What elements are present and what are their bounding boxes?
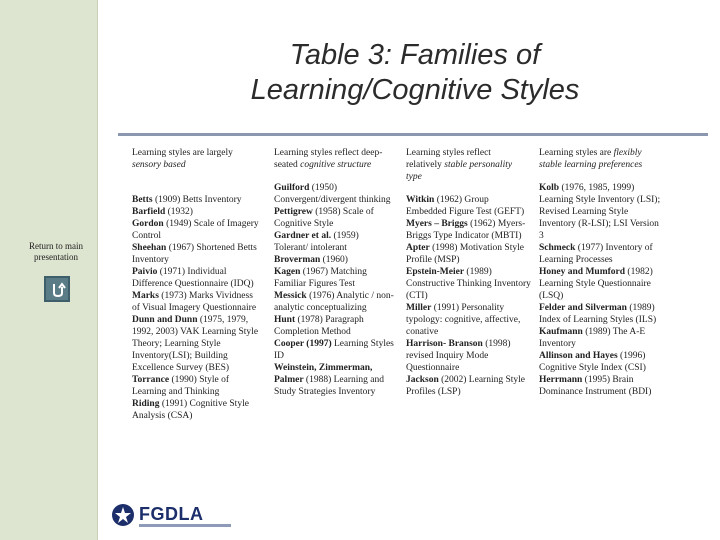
entry-detail: (1998) Motivation Style Profile (MSP) [406, 243, 524, 265]
author-name: Hunt [274, 315, 296, 325]
header-emphasis: sensory based [132, 160, 186, 170]
author-name: Epstein-Meier [406, 267, 465, 277]
entry-detail: (1995) Brain Dominance Instrument (BDI) [539, 375, 652, 397]
entry-detail: (1949) Scale of Imagery Control [132, 219, 259, 241]
column-header-preferences [539, 147, 661, 171]
style-entry [539, 351, 646, 373]
author-name: Honey and Mumford [539, 267, 626, 277]
author-name: Allinson and Hayes [539, 351, 618, 361]
header-emphasis: cognitive structure [300, 160, 372, 170]
author-name: Miller [406, 303, 432, 313]
author-name: Kagen [274, 267, 301, 277]
style-entry [274, 231, 359, 253]
entry-detail: (1989) Index of Learning Styles (ILS) [539, 303, 657, 325]
header-text: Learning styles are [539, 148, 614, 158]
style-entry [132, 195, 242, 205]
entry-detail: (1991) Cognitive Style Analysis (CSA) [132, 399, 249, 421]
style-entry [406, 267, 531, 301]
column-header-sensory [132, 147, 257, 171]
author-name: Pettigrew [274, 207, 313, 217]
entry-detail: (1977) Inventory of Learning Processes [539, 243, 653, 265]
author-name: Gordon [132, 219, 164, 229]
author-name: Witkin [406, 195, 435, 205]
author-name: Schmeck [539, 243, 576, 253]
entry-detail: (1962) Myers-Briggs Type Indicator (MBTI) [406, 219, 526, 241]
entry-detail: (1998) revised Inquiry Mode Questionnaire [406, 339, 511, 373]
author-name: Kaufmann [539, 327, 583, 337]
entry-detail: (1988) Learning and Study Strategies Inventory [274, 375, 385, 397]
author-name: Dunn and Dunn [132, 315, 198, 325]
style-entry [406, 303, 520, 337]
author-name: Gardner et al. [274, 231, 332, 241]
title-line-2: Learning/Cognitive Styles [250, 74, 580, 106]
author-name: Messick [274, 291, 307, 301]
style-entry [132, 315, 258, 373]
entry-detail: (1982) Learning Style Questionnaire (LSQ) [539, 267, 653, 301]
logo-underline [139, 524, 231, 527]
entry-detail: (1962) Group Embedded Figure Test (GEFT) [406, 195, 525, 217]
style-entry [132, 267, 254, 289]
star-emblem-icon [111, 503, 135, 527]
header-emphasis: flexibly stable learning preferences [539, 148, 643, 170]
column-preferences-entries [539, 182, 661, 398]
header-text: Learning styles are largely [132, 148, 233, 158]
entry-detail: (1975, 1979, 1992, 2003) VAK Learning Style Theory; Learning Style Inventory(LSI); Building Excellence Survey (BES) [132, 315, 259, 373]
style-entry [132, 243, 257, 265]
author-name: Jackson [406, 375, 439, 385]
header-text: Learning styles reflect deep-seated [274, 148, 383, 170]
entry-detail: (1989) Constructive Thinking Inventory (CTI) [406, 267, 531, 301]
author-name: Felder and Silverman [539, 303, 627, 313]
style-entry [539, 303, 656, 325]
style-entry [274, 267, 367, 289]
left-sidebar [0, 0, 97, 540]
entry-detail: (1958) Scale of Cognitive Style [274, 207, 374, 229]
title-underline [118, 133, 708, 136]
author-name: Betts [132, 195, 153, 205]
entry-detail: (1971) Individual Difference Questionnaire (IDQ) [132, 267, 254, 289]
entry-detail: (1909) Betts Inventory [152, 195, 242, 205]
style-entry [274, 207, 374, 229]
author-name: Marks [132, 291, 159, 301]
style-entry [406, 375, 525, 397]
entry-detail: (1959) Tolerant/ intolerant [274, 231, 359, 253]
author-name: Kolb [539, 183, 560, 193]
style-entry [539, 183, 660, 241]
style-entry [406, 219, 525, 241]
entry-detail: (1989) The A-E Inventory [539, 327, 646, 349]
entry-detail: (1960) [320, 255, 348, 265]
author-name: Torrance [132, 375, 170, 385]
column-header-personality [406, 147, 528, 183]
sidebar-divider [97, 0, 98, 540]
style-entry [274, 339, 394, 361]
title-line-1: Table 3: Families of [289, 39, 541, 71]
style-entry [274, 291, 394, 313]
style-entry [539, 267, 653, 301]
author-name: Apter [406, 243, 430, 253]
entry-detail: (1996) Cognitive Style Index (CSI) [539, 351, 646, 373]
entry-detail: (1976) Analytic / non-analytic conceptualizing [274, 291, 394, 313]
style-entry [132, 219, 259, 241]
author-name: Paivio [132, 267, 158, 277]
author-name: Herrmann [539, 375, 583, 385]
return-button[interactable] [44, 276, 70, 302]
header-text: Learning styles reflect relatively [406, 148, 491, 170]
author-name: Barfield [132, 207, 166, 217]
entry-detail: (1973) Marks Vividness of Visual Imagery Questionnaire [132, 291, 257, 313]
author-name: Myers – Briggs [406, 219, 468, 229]
style-entry [274, 255, 348, 265]
style-entry [132, 375, 229, 397]
author-name: Guilford [274, 183, 310, 193]
slide-title [150, 38, 680, 108]
style-entry [406, 195, 524, 217]
style-entry [274, 363, 384, 397]
style-entry [406, 243, 524, 265]
author-name: Cooper (1997) [274, 339, 332, 349]
style-entry [132, 291, 256, 313]
entry-detail: Learning Styles ID [274, 339, 394, 361]
entry-detail: (2002) Learning Style Profiles (LSP) [406, 375, 526, 397]
author-name: Harrison- Branson [406, 339, 483, 349]
entry-detail: (1976, 1985, 1999) Learning Style Inventory (LSI); Revised Learning Style Inventory (R-LSI); LSI Version 3 [539, 183, 661, 241]
entry-detail: (1967) Shortened Betts Inventory [132, 243, 257, 265]
style-entry [539, 327, 645, 349]
entry-detail: (1978) Paragraph Completion Method [274, 315, 364, 337]
column-sensory-entries [132, 194, 260, 422]
return-arrow-icon [49, 281, 67, 299]
author-name: Riding [132, 399, 160, 409]
column-cognitive-entries [274, 182, 394, 398]
entry-detail: (1990) Style of Learning and Thinking [132, 375, 230, 397]
style-entry [539, 375, 651, 397]
entry-detail: (1950) Convergent/divergent thinking [274, 183, 391, 205]
return-to-main-link[interactable]: Return to main presentation [29, 241, 83, 262]
author-name: Weinstein, Zimmerman, Palmer [274, 363, 373, 385]
header-emphasis: stable personality type [406, 160, 513, 182]
entry-detail: (1932) [165, 207, 193, 217]
style-entry [132, 207, 193, 217]
style-entry [274, 315, 364, 337]
style-entry [132, 399, 249, 421]
entry-detail: (1991) Personality typology: cognitive, affective, conative [406, 303, 521, 337]
style-entry [406, 339, 511, 373]
column-personality-entries [406, 194, 531, 398]
logo-text: FGDLA [139, 504, 204, 524]
author-name: Broverman [274, 255, 321, 265]
entry-detail: (1967) Matching Familiar Figures Test [274, 267, 367, 289]
style-entry [274, 183, 391, 205]
column-header-cognitive [274, 147, 394, 171]
author-name: Sheehan [132, 243, 167, 253]
style-entry [539, 243, 653, 265]
